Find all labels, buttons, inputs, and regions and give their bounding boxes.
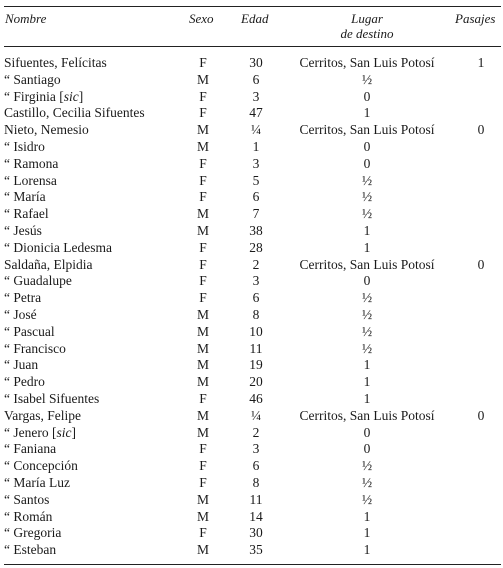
cell-nombre: “ Pascual	[4, 323, 55, 339]
cell-edad: 6	[252, 71, 260, 87]
cell-edad: 3	[252, 273, 260, 289]
cell-lugar: ½	[361, 306, 373, 322]
cell-sexo: M	[196, 357, 209, 373]
cell-edad: 8	[252, 474, 260, 490]
cell-sexo: M	[196, 491, 209, 507]
cell-lugar: ½	[361, 206, 373, 222]
cell-nombre: “ Rafael	[4, 206, 49, 222]
cell-sexo: M	[196, 424, 209, 440]
cell-lugar: ½	[361, 340, 373, 356]
cell-sexo: F	[199, 105, 207, 121]
cell-nombre: “ Isidro	[4, 138, 45, 154]
cell-sexo: F	[199, 88, 207, 104]
cell-nombre: “ Ramona	[4, 155, 59, 171]
cell-lugar: 1	[363, 222, 371, 238]
cell-lugar: 1	[363, 374, 371, 390]
cell-sexo: F	[199, 55, 207, 70]
table-row	[0, 357, 503, 374]
cell-sexo: M	[196, 374, 209, 390]
cell-sexo: M	[196, 508, 209, 524]
cell-pasajes: 0	[477, 122, 485, 138]
cell-lugar: 1	[363, 525, 371, 541]
cell-nombre: “ Lorensa	[4, 172, 57, 188]
cell-nombre: Vargas, Felipe	[4, 407, 81, 423]
cell-sexo: F	[199, 273, 207, 289]
cell-nombre: “ Santiago	[4, 71, 61, 87]
cell-edad: 1	[252, 138, 260, 154]
top-rule	[4, 6, 501, 7]
cell-nombre: “ Juan	[4, 357, 39, 373]
cell-nombre: “ Santos	[4, 491, 50, 507]
header-pasajes: Pasajes	[455, 11, 496, 26]
cell-edad: 6	[252, 458, 260, 474]
cell-edad: 7	[252, 206, 260, 222]
table-row	[0, 257, 503, 274]
table-row	[0, 156, 503, 173]
cell-lugar: 1	[363, 542, 371, 558]
cell-nombre: “ Concepción	[4, 458, 78, 474]
cell-sexo: M	[196, 222, 209, 238]
cell-lugar: Cerritos, San Luis Potosí	[299, 55, 435, 70]
cell-edad: 8	[252, 306, 260, 322]
cell-lugar: 1	[363, 239, 371, 255]
cell-edad: 11	[249, 491, 263, 507]
cell-nombre: “ Gregoria	[4, 525, 62, 541]
header-nombre: Nombre	[5, 11, 47, 26]
cell-edad: 5	[252, 172, 260, 188]
cell-sexo: M	[196, 542, 209, 558]
cell-nombre: “ María	[4, 189, 46, 205]
header-lugar-line2: de destino	[340, 26, 394, 41]
cell-nombre: “ Isabel Sifuentes	[4, 390, 100, 406]
cell-nombre: Saldaña, Elpidia	[4, 256, 93, 272]
cell-lugar: ½	[361, 189, 373, 205]
cell-edad: 14	[249, 508, 263, 524]
cell-edad: 6	[252, 189, 260, 205]
table-row	[0, 492, 503, 509]
cell-sexo: F	[199, 525, 207, 541]
cell-nombre: “ Petra	[4, 290, 42, 306]
cell-nombre: “ Guadalupe	[4, 273, 72, 289]
cell-nombre: “ Jenero [sic]	[4, 424, 76, 440]
cell-edad: 3	[252, 155, 260, 171]
cell-nombre: “ Francisco	[4, 340, 66, 356]
cell-nombre: “ José	[4, 306, 37, 322]
table-row	[0, 324, 503, 341]
cell-edad: 10	[249, 323, 263, 339]
cell-sexo: F	[199, 390, 207, 406]
cell-pasajes: 0	[477, 256, 485, 272]
cell-edad: 30	[249, 55, 263, 70]
table-row	[0, 341, 503, 358]
cell-lugar: 1	[363, 357, 371, 373]
table-row	[0, 206, 503, 223]
cell-edad: 3	[252, 441, 260, 457]
cell-lugar: 0	[363, 138, 371, 154]
cell-pasajes: 0	[477, 407, 485, 423]
cell-nombre: “ Pedro	[4, 374, 45, 390]
table-row	[0, 273, 503, 290]
cell-nombre: Sifuentes, Felícitas	[4, 55, 107, 70]
cell-lugar: 0	[363, 155, 371, 171]
cell-nombre: “ Jesús	[4, 222, 42, 238]
cell-lugar: Cerritos, San Luis Potosí	[299, 122, 435, 138]
table-row	[0, 189, 503, 206]
cell-edad: 20	[249, 374, 263, 390]
cell-lugar: ½	[361, 290, 373, 306]
cell-sexo: M	[196, 71, 209, 87]
table-row	[0, 458, 503, 475]
table-row	[0, 475, 503, 492]
cell-edad: 30	[249, 525, 263, 541]
table-row	[0, 441, 503, 458]
cell-lugar: 1	[363, 105, 371, 121]
table-row	[0, 408, 503, 425]
cell-nombre: “ Faniana	[4, 441, 57, 457]
cell-edad: 19	[249, 357, 263, 373]
cell-edad: 2	[252, 256, 260, 272]
table-row	[0, 307, 503, 324]
cell-sexo: F	[199, 256, 207, 272]
cell-sexo: F	[199, 172, 207, 188]
cell-lugar: 0	[363, 441, 371, 457]
table-row	[0, 122, 503, 139]
cell-sexo: F	[199, 441, 207, 457]
cell-sexo: M	[196, 206, 209, 222]
cell-edad: 35	[249, 542, 263, 558]
cell-edad: 28	[249, 239, 263, 255]
cell-edad: 3	[252, 88, 260, 104]
cell-edad: 11	[249, 340, 263, 356]
cell-lugar: 0	[363, 88, 371, 104]
header-edad: Edad	[241, 11, 269, 26]
header-lugar-line1: Lugar	[351, 11, 383, 26]
cell-nombre: Castillo, Cecilia Sifuentes	[4, 105, 145, 121]
header-sexo: Sexo	[189, 11, 214, 26]
cell-sexo: F	[199, 155, 207, 171]
cell-nombre: Nieto, Nemesio	[4, 122, 89, 138]
cell-lugar: ½	[361, 491, 373, 507]
table-row	[0, 542, 503, 559]
bottom-rule	[4, 564, 501, 565]
cell-sexo: F	[199, 189, 207, 205]
cell-edad: 6	[252, 290, 260, 306]
table-header	[0, 9, 503, 51]
table-row	[0, 391, 503, 408]
cell-edad: 2	[252, 424, 260, 440]
cell-sexo: M	[196, 138, 209, 154]
cell-sexo: M	[196, 122, 209, 138]
table-row	[0, 290, 503, 307]
cell-lugar: 0	[363, 273, 371, 289]
table-row	[0, 509, 503, 526]
cell-edad: 38	[249, 222, 263, 238]
cell-edad: 47	[249, 105, 263, 121]
cell-pasajes: 1	[477, 55, 485, 70]
table-row	[0, 374, 503, 391]
table-row	[0, 173, 503, 190]
cell-lugar: Cerritos, San Luis Potosí	[299, 256, 435, 272]
cell-edad: ¼	[250, 407, 262, 423]
cell-sexo: F	[199, 458, 207, 474]
cell-sexo: M	[196, 323, 209, 339]
cell-lugar: ½	[361, 458, 373, 474]
table-row	[0, 55, 503, 72]
cell-edad: 46	[249, 390, 263, 406]
cell-nombre: “ Esteban	[4, 542, 57, 558]
cell-nombre: “ Firginia [sic]	[4, 88, 84, 104]
table-row	[0, 72, 503, 89]
cell-edad: ¼	[250, 122, 262, 138]
cell-lugar: 1	[363, 390, 371, 406]
cell-sexo: F	[199, 474, 207, 490]
cell-lugar: ½	[361, 172, 373, 188]
table-row	[0, 139, 503, 156]
cell-nombre: “ María Luz	[4, 474, 70, 490]
cell-lugar: 0	[363, 424, 371, 440]
header-rule	[4, 46, 501, 47]
cell-sexo: F	[199, 239, 207, 255]
table-row	[0, 425, 503, 442]
cell-sexo: M	[196, 407, 209, 423]
table-row	[0, 105, 503, 122]
cell-lugar: ½	[361, 71, 373, 87]
table-row	[0, 240, 503, 257]
cell-sexo: M	[196, 306, 209, 322]
cell-nombre: “ Dionicia Ledesma	[4, 239, 112, 255]
cell-lugar: ½	[361, 323, 373, 339]
cell-nombre: “ Román	[4, 508, 53, 524]
table-body	[0, 55, 503, 559]
table-row	[0, 525, 503, 542]
cell-lugar: Cerritos, San Luis Potosí	[299, 407, 435, 423]
cell-lugar: 1	[363, 508, 371, 524]
cell-lugar: ½	[361, 474, 373, 490]
table-row	[0, 89, 503, 106]
table-row	[0, 223, 503, 240]
cell-sexo: M	[196, 340, 209, 356]
cell-sexo: F	[199, 290, 207, 306]
